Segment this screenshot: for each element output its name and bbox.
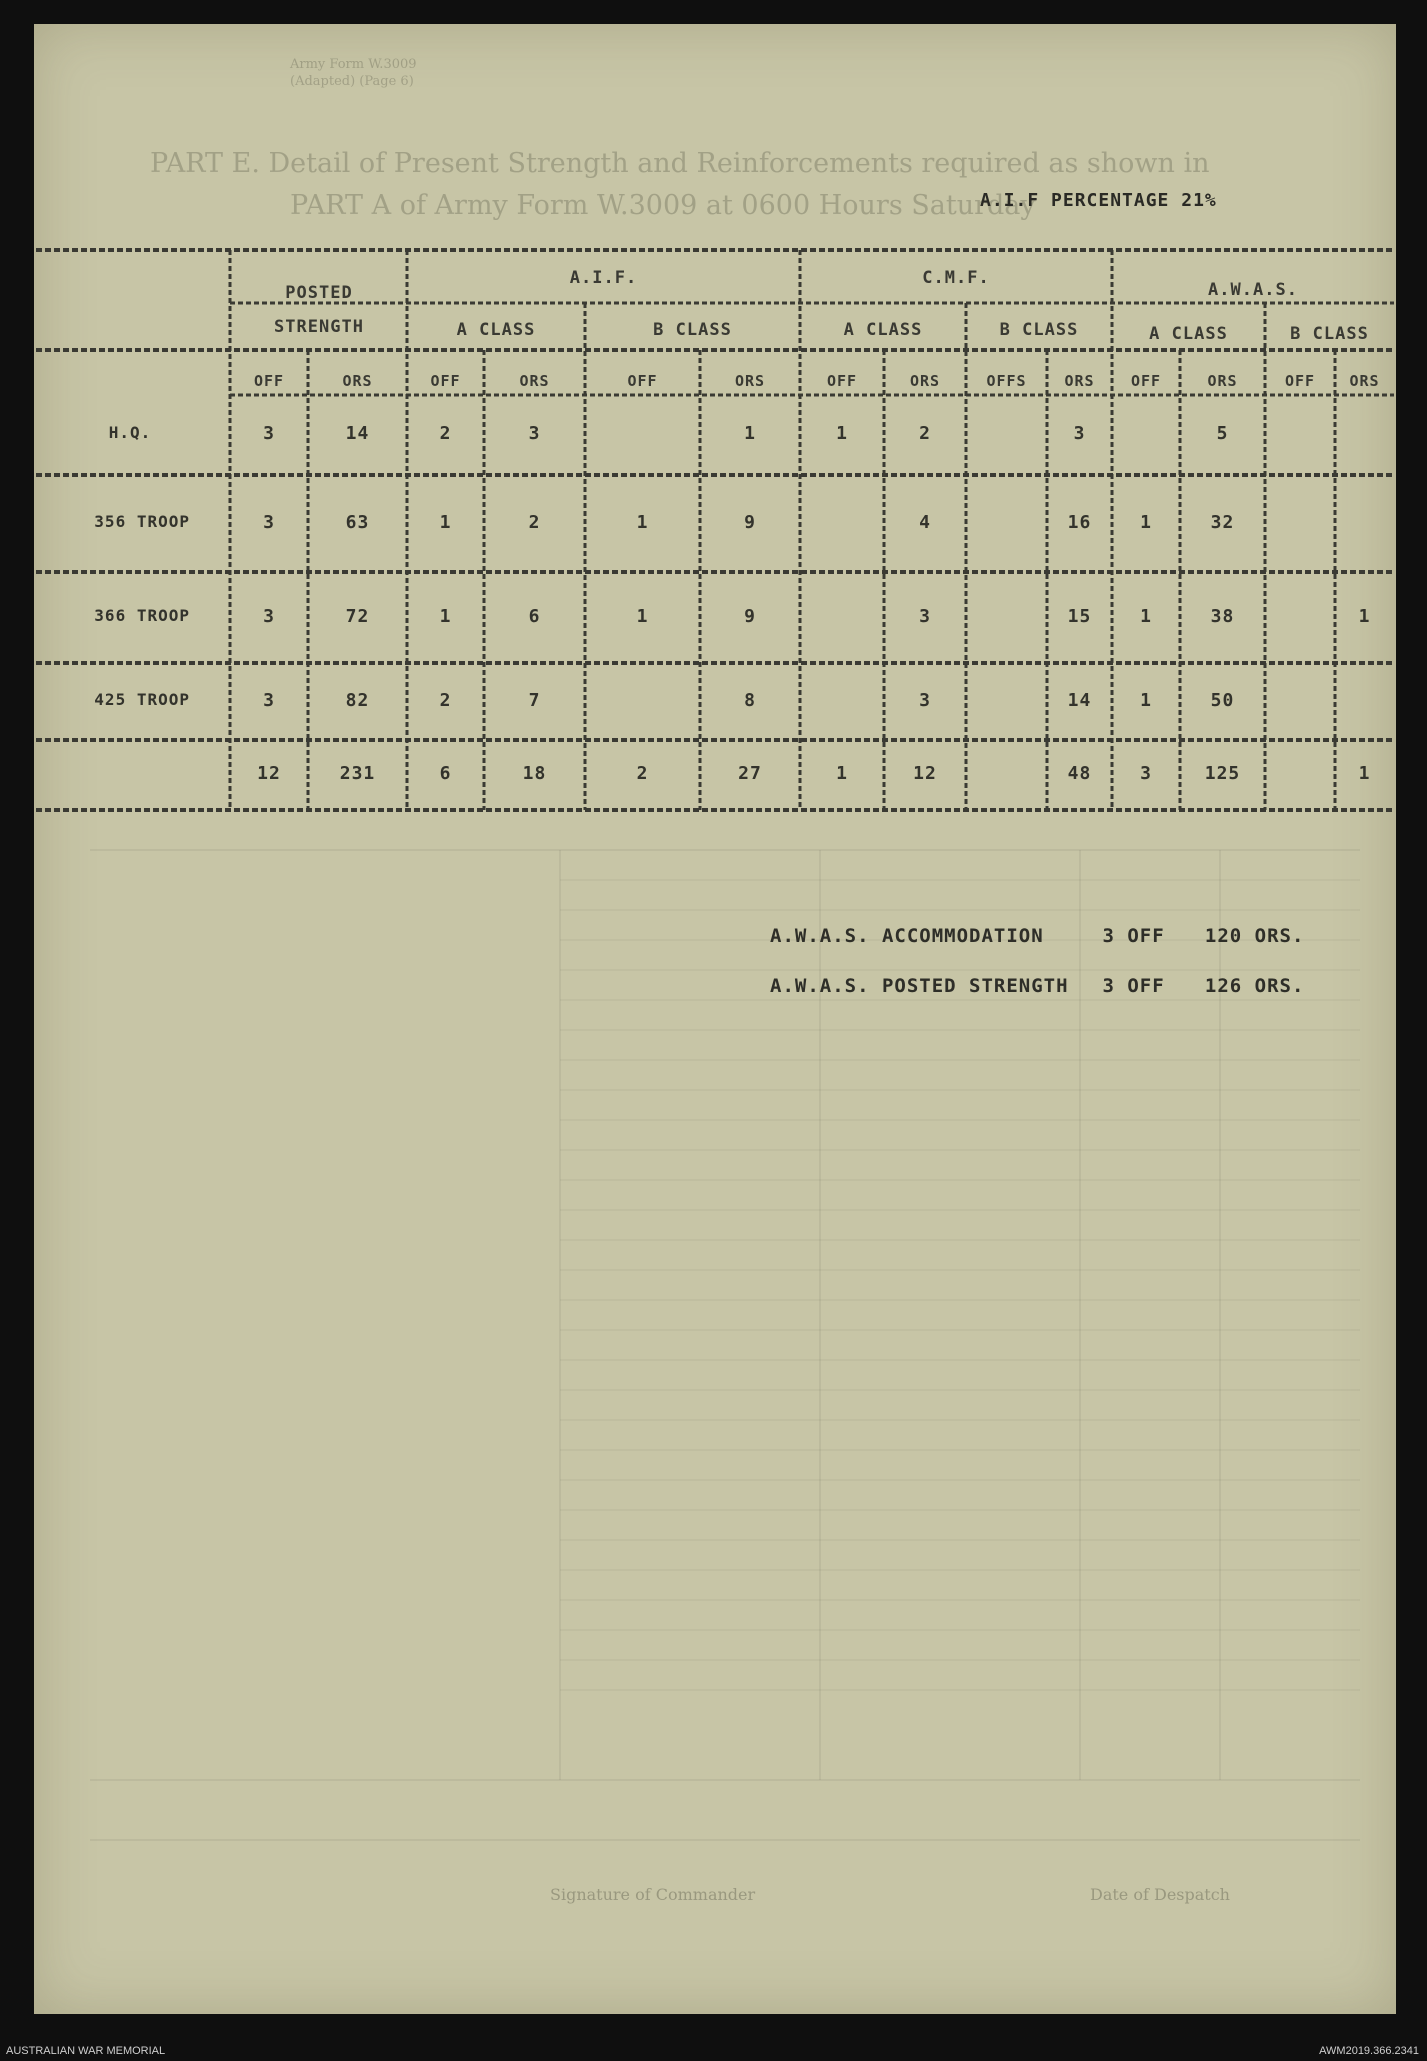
table-cell: 1 xyxy=(1140,605,1152,627)
table-cell: 14 xyxy=(1067,689,1092,711)
table-cell: 1 xyxy=(836,423,848,444)
table-cell: 1 xyxy=(1358,763,1371,784)
table-cell: 3 xyxy=(919,689,931,711)
header-cmf: C.M.F. xyxy=(922,268,990,288)
table-cell: 2 xyxy=(528,511,541,533)
table-cell: 12 xyxy=(913,763,937,784)
table-cell: 3 xyxy=(263,605,275,627)
table-cell: 3 xyxy=(263,689,275,711)
table-cell: 2 xyxy=(439,423,452,444)
table-cell: 15 xyxy=(1067,605,1092,627)
table-cell: 9 xyxy=(744,511,756,533)
posted-label: A.W.A.S. POSTED STRENGTH xyxy=(770,975,1069,997)
date-of-despatch: Date of Despatch xyxy=(1090,1885,1230,1904)
table-cell: 2 xyxy=(439,689,452,711)
awas-a-class-header: A CLASS xyxy=(1149,324,1228,344)
table-cell: 12 xyxy=(257,763,281,784)
sub-header-cell: OFF xyxy=(430,372,461,390)
row-label: H.Q. xyxy=(108,423,152,442)
aif-b-class-header: B CLASS xyxy=(653,320,732,340)
table-cell: 3 xyxy=(1140,763,1152,784)
table-cell: 1 xyxy=(439,605,452,627)
footer-accession: AWM2019.366.2341 xyxy=(1319,2045,1419,2057)
table-cell: 3 xyxy=(263,511,275,533)
table-cell: 231 xyxy=(339,763,376,784)
table-cell: 1 xyxy=(1358,605,1371,627)
table-cell: 3 xyxy=(919,605,931,627)
table-cell: 1 xyxy=(836,763,848,784)
table-cell: 1 xyxy=(636,511,649,533)
table-cell: 48 xyxy=(1067,763,1092,784)
awas-posted-strength xyxy=(770,975,1304,997)
sub-header-cell: OFF xyxy=(826,372,858,390)
awas-accommodation xyxy=(770,925,1304,947)
table-cell: 8 xyxy=(744,689,756,711)
table-cell: 16 xyxy=(1067,511,1092,533)
sub-header-cell: ORS xyxy=(909,372,941,390)
table-cell: 1 xyxy=(439,511,452,533)
accommodation-ors: 120 ORS. xyxy=(1204,925,1305,947)
posted-off: 3 OFF xyxy=(1102,975,1165,997)
table-cell: 1 xyxy=(636,605,649,627)
row-label: 425 TROOP xyxy=(94,689,190,709)
accommodation-off: 3 OFF xyxy=(1102,925,1165,947)
table-cell: 7 xyxy=(528,689,541,711)
table-cell: 1 xyxy=(1140,689,1152,711)
form-reference-line: (Adapted) (Page 6) xyxy=(290,74,414,89)
sub-header-cell: OFF xyxy=(1130,372,1162,390)
table-cell: 5 xyxy=(1216,423,1229,444)
row-label: 366 TROOP xyxy=(94,605,190,625)
table-cell: 1 xyxy=(1140,511,1152,533)
sub-header-cell: ORS xyxy=(1207,372,1238,390)
footer-institution: AUSTRALIAN WAR MEMORIAL xyxy=(6,2045,166,2057)
form-reference-line: Army Form W.3009 xyxy=(290,57,417,72)
sub-header-cell: OFF xyxy=(627,372,658,390)
sub-header-cell: ORS xyxy=(342,372,373,390)
sub-header-cell: ORS xyxy=(1064,372,1095,390)
header-posted-strength: POSTED STRENGTH xyxy=(274,283,364,337)
cmf-b-class-header: B CLASS xyxy=(999,320,1079,340)
table-cell: 14 xyxy=(345,423,370,444)
table-cell: 1 xyxy=(744,423,756,444)
table-cell: 72 xyxy=(345,605,370,627)
table-cell: 3 xyxy=(263,423,275,444)
table-cell: 4 xyxy=(919,511,931,533)
accommodation-label: A.W.A.S. ACCOMMODATION xyxy=(770,925,1044,947)
table-cell: 18 xyxy=(522,763,547,784)
awas-b-class-header: B CLASS xyxy=(1290,324,1369,344)
cmf-a-class-header: A CLASS xyxy=(843,320,923,340)
sub-header-cell: OFFS xyxy=(986,372,1027,390)
table-cell: 3 xyxy=(528,423,541,444)
form-title: PART E. Detail of Present Strength and Reinforcements required as shown in xyxy=(150,148,1210,179)
sub-header-cell: OFF xyxy=(253,372,285,390)
table-cell: 125 xyxy=(1204,763,1241,784)
header-aif: A.I.F. xyxy=(569,268,638,288)
table-cell: 63 xyxy=(345,511,370,533)
table-cell: 2 xyxy=(636,763,649,784)
signature-commander: Signature of Commander xyxy=(550,1885,756,1904)
sub-header-cell: ORS xyxy=(519,372,550,390)
sub-header-cell: OFF xyxy=(1284,372,1316,390)
table-cell: 82 xyxy=(345,689,370,711)
table-cell: 50 xyxy=(1210,689,1235,711)
sub-header-cell: ORS xyxy=(1349,372,1380,390)
aif-percentage: A.I.F PERCENTAGE 21% xyxy=(980,190,1217,211)
row-label: 356 TROOP xyxy=(94,511,190,531)
table-cell: 3 xyxy=(1073,423,1086,444)
header-awas: A.W.A.S. xyxy=(1208,280,1298,300)
aif-a-class-header: A CLASS xyxy=(456,320,536,340)
form-subtitle: PART A of Army Form W.3009 at 0600 Hours Saturday xyxy=(290,190,1036,221)
table-cell: 6 xyxy=(439,763,452,784)
posted-ors: 126 ORS. xyxy=(1204,975,1305,997)
sub-header-cell: ORS xyxy=(734,372,766,390)
table-cell: 27 xyxy=(738,763,762,784)
table-cell: 38 xyxy=(1210,605,1235,627)
table-cell: 6 xyxy=(528,605,541,627)
table-cell: 9 xyxy=(744,605,756,627)
table-cell: 32 xyxy=(1210,511,1235,533)
table-cell: 2 xyxy=(919,423,931,444)
